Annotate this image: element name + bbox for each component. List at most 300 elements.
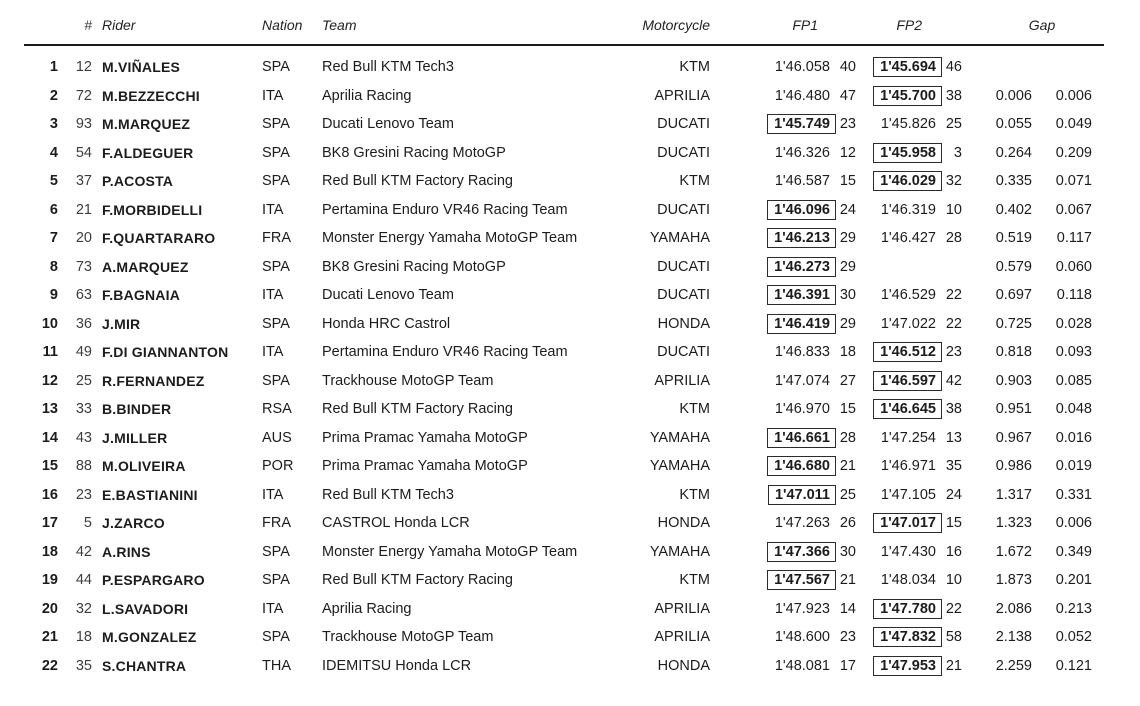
header-fp1: FP1 xyxy=(792,17,818,33)
motorcycle: YAMAHA xyxy=(649,429,710,446)
fp2-cell xyxy=(856,230,962,246)
rider-number: 93 xyxy=(75,116,92,133)
position: 15 xyxy=(41,458,58,475)
gap-to-first: 0.697 xyxy=(995,287,1032,304)
fp2-time: 1'46.319 xyxy=(880,201,936,218)
rider-number: 63 xyxy=(75,287,92,304)
fp2-laps: 46 xyxy=(945,59,962,76)
motorcycle: DUCATI xyxy=(657,258,710,275)
fp1-time: 1'46.326 xyxy=(774,144,830,161)
fp2-time: 1'47.832 xyxy=(873,627,942,647)
motorcycle: YAMAHA xyxy=(649,458,710,475)
motorcycle: KTM xyxy=(679,572,710,589)
nation: ITA xyxy=(262,344,284,361)
rider-number: 42 xyxy=(75,543,92,560)
position: 5 xyxy=(49,173,58,190)
position: 16 xyxy=(41,486,58,503)
fp2-laps: 28 xyxy=(945,230,962,247)
position: 18 xyxy=(41,543,58,560)
rider-number: 37 xyxy=(75,173,92,190)
fp2-cell xyxy=(856,86,962,106)
fp2-time: 1'47.254 xyxy=(880,429,936,446)
fp1-time: 1'47.366 xyxy=(767,542,836,562)
rider-name: M.VIÑALES xyxy=(102,59,181,76)
fp1-cell xyxy=(710,658,856,674)
rider-number: 20 xyxy=(75,230,92,247)
fp1-laps: 18 xyxy=(839,344,856,361)
gap-to-previous: 0.019 xyxy=(1055,458,1092,475)
position: 19 xyxy=(41,572,58,589)
gap-to-first: 2.138 xyxy=(995,629,1032,646)
team-name: IDEMITSU Honda LCR xyxy=(322,657,472,674)
team-name: Red Bull KTM Factory Racing xyxy=(322,401,513,418)
fp2-cell xyxy=(856,171,962,191)
gap-to-previous: 0.118 xyxy=(1056,287,1092,304)
rider-number: 12 xyxy=(75,59,92,76)
fp2-time: 1'46.597 xyxy=(873,371,942,391)
gap-to-previous: 0.093 xyxy=(1055,344,1092,361)
fp1-time: 1'48.600 xyxy=(774,629,830,646)
position: 4 xyxy=(49,144,58,161)
gap-to-first: 0.055 xyxy=(995,116,1032,133)
fp1-cell xyxy=(710,314,856,334)
gap-to-previous: 0.349 xyxy=(1055,543,1092,560)
fp1-laps: 15 xyxy=(839,401,856,418)
gap-to-previous: 0.006 xyxy=(1055,515,1092,532)
position: 6 xyxy=(49,201,58,218)
fp2-time: 1'47.953 xyxy=(873,656,942,676)
gap-to-previous: 0.052 xyxy=(1055,629,1092,646)
gap-to-first: 0.579 xyxy=(995,258,1032,275)
nation: SPA xyxy=(262,315,290,332)
fp2-cell xyxy=(856,513,962,533)
team-name: BK8 Gresini Racing MotoGP xyxy=(322,144,506,161)
fp1-time: 1'45.749 xyxy=(767,114,836,134)
rider-name: A.MARQUEZ xyxy=(102,258,189,275)
fp1-laps: 40 xyxy=(839,59,856,76)
fp2-laps: 22 xyxy=(945,287,962,304)
nation: SPA xyxy=(262,173,290,190)
team-name: Ducati Lenovo Team xyxy=(322,287,454,304)
team-name: Trackhouse MotoGP Team xyxy=(322,629,494,646)
rider-name: L.SAVADORI xyxy=(102,600,189,617)
team-name: Prima Pramac Yamaha MotoGP xyxy=(322,458,528,475)
fp1-cell xyxy=(710,200,856,220)
team-name: Aprilia Racing xyxy=(322,87,412,104)
fp2-cell xyxy=(856,656,962,676)
header-gap: Gap xyxy=(1028,17,1056,33)
gap-to-first: 1.323 xyxy=(995,515,1032,532)
team-name: Red Bull KTM Factory Racing xyxy=(322,572,513,589)
fp2-cell xyxy=(856,116,962,132)
fp2-cell xyxy=(856,458,962,474)
rider-number: 35 xyxy=(75,657,92,674)
fp1-time: 1'47.567 xyxy=(767,570,836,590)
motorcycle: DUCATI xyxy=(657,144,710,161)
rider-number: 49 xyxy=(75,344,92,361)
rider-name: F.DI GIANNANTON xyxy=(102,344,229,361)
fp1-time: 1'46.833 xyxy=(774,344,830,361)
fp1-time: 1'47.011 xyxy=(768,485,836,505)
gap-to-first: 2.259 xyxy=(995,657,1032,674)
table-header xyxy=(24,10,1140,40)
rider-name: S.CHANTRA xyxy=(102,657,187,674)
team-name: Ducati Lenovo Team xyxy=(322,116,454,133)
fp1-laps: 24 xyxy=(839,201,856,218)
motorcycle: YAMAHA xyxy=(649,230,710,247)
table-row xyxy=(24,424,1140,453)
header-number: # xyxy=(84,17,92,33)
fp1-cell xyxy=(710,344,856,360)
motorcycle: HONDA xyxy=(657,515,710,532)
fp1-time: 1'47.263 xyxy=(774,515,830,532)
gap-to-first: 0.818 xyxy=(995,344,1032,361)
rider-number: 44 xyxy=(75,572,92,589)
nation: THA xyxy=(262,657,291,674)
fp1-cell xyxy=(710,456,856,476)
motorcycle: KTM xyxy=(679,486,710,503)
nation: SPA xyxy=(262,572,290,589)
position: 12 xyxy=(41,372,58,389)
nation: POR xyxy=(262,458,294,475)
rider-name: F.QUARTARARO xyxy=(102,230,216,247)
gap-to-first: 0.264 xyxy=(995,144,1032,161)
fp2-laps: 10 xyxy=(945,572,962,589)
fp1-laps: 14 xyxy=(839,600,856,617)
team-name: Monster Energy Yamaha MotoGP Team xyxy=(322,543,578,560)
team-name: Honda HRC Castrol xyxy=(322,315,451,332)
fp1-laps: 29 xyxy=(839,258,856,275)
position: 9 xyxy=(49,287,58,304)
table-row xyxy=(24,509,1140,538)
fp1-laps: 29 xyxy=(839,230,856,247)
rider-number: 32 xyxy=(75,600,92,617)
fp1-time: 1'46.680 xyxy=(767,456,836,476)
team-name: Monster Energy Yamaha MotoGP Team xyxy=(322,230,578,247)
table-row xyxy=(24,566,1140,595)
fp2-cell xyxy=(856,202,962,218)
rider-number: 5 xyxy=(83,515,92,532)
rider-number: 43 xyxy=(75,429,92,446)
fp2-time: 1'47.780 xyxy=(873,599,942,619)
nation: SPA xyxy=(262,116,290,133)
table-row xyxy=(24,139,1140,168)
table-row xyxy=(24,110,1140,139)
fp2-time: 1'47.022 xyxy=(880,315,936,332)
position: 17 xyxy=(41,515,58,532)
fp2-cell xyxy=(856,430,962,446)
motorcycle: HONDA xyxy=(657,657,710,674)
nation: FRA xyxy=(262,515,291,532)
position: 22 xyxy=(41,657,58,674)
rider-name: P.ACOSTA xyxy=(102,173,174,190)
team-name: Pertamina Enduro VR46 Racing Team xyxy=(322,201,568,218)
header-team: Team xyxy=(322,17,357,33)
fp2-time: 1'47.105 xyxy=(880,486,936,503)
gap-to-first: 1.672 xyxy=(995,543,1032,560)
rider-number: 36 xyxy=(75,315,92,332)
gap-to-previous: 0.213 xyxy=(1055,600,1092,617)
fp1-laps: 26 xyxy=(839,515,856,532)
rider-number: 23 xyxy=(75,486,92,503)
fp2-cell xyxy=(856,599,962,619)
fp2-time: 1'45.826 xyxy=(880,116,936,133)
table-row xyxy=(24,623,1140,652)
table-row xyxy=(24,82,1140,111)
fp1-cell xyxy=(710,570,856,590)
fp1-time: 1'46.058 xyxy=(774,59,830,76)
team-name: Red Bull KTM Tech3 xyxy=(322,486,454,503)
fp1-cell xyxy=(710,114,856,134)
fp2-laps: 22 xyxy=(945,600,962,617)
fp1-cell xyxy=(710,228,856,248)
fp1-cell xyxy=(710,629,856,645)
fp2-cell xyxy=(856,487,962,503)
header-motorcycle: Motorcycle xyxy=(642,17,710,33)
table-row xyxy=(24,595,1140,624)
rider-name: M.GONZALEZ xyxy=(102,629,197,646)
fp2-laps: 22 xyxy=(945,315,962,332)
position: 1 xyxy=(49,59,58,76)
fp1-laps: 23 xyxy=(839,629,856,646)
position: 13 xyxy=(41,401,58,418)
fp1-laps: 30 xyxy=(839,287,856,304)
gap-to-previous: 0.028 xyxy=(1055,315,1092,332)
fp1-time: 1'46.213 xyxy=(767,228,836,248)
fp1-cell xyxy=(710,285,856,305)
fp2-laps: 24 xyxy=(945,486,962,503)
motorcycle: DUCATI xyxy=(657,287,710,304)
fp1-laps: 47 xyxy=(839,87,856,104)
position: 10 xyxy=(41,315,58,332)
fp2-time: 1'46.427 xyxy=(880,230,936,247)
nation: AUS xyxy=(262,429,292,446)
motorcycle: APRILIA xyxy=(654,372,710,389)
fp2-cell xyxy=(856,287,962,303)
header-rider: Rider xyxy=(102,17,136,33)
team-name: Red Bull KTM Tech3 xyxy=(322,59,454,76)
rider-name: P.ESPARGARO xyxy=(102,572,205,589)
team-name: CASTROL Honda LCR xyxy=(322,515,470,532)
nation: SPA xyxy=(262,144,290,161)
fp2-time: 1'45.700 xyxy=(873,86,942,106)
fp2-time: 1'46.645 xyxy=(873,399,942,419)
table-row xyxy=(24,452,1140,481)
position: 7 xyxy=(49,230,58,247)
table-row xyxy=(24,338,1140,367)
fp2-laps: 16 xyxy=(945,543,962,560)
gap-to-previous: 0.117 xyxy=(1056,230,1092,247)
rider-name: J.MIR xyxy=(102,315,141,332)
fp1-cell xyxy=(710,173,856,189)
fp1-cell xyxy=(710,515,856,531)
fp1-time: 1'47.923 xyxy=(774,600,830,617)
fp1-cell xyxy=(710,59,856,75)
rider-number: 88 xyxy=(75,458,92,475)
rider-name: B.BINDER xyxy=(102,401,172,418)
position: 14 xyxy=(41,429,58,446)
rider-name: F.MORBIDELLI xyxy=(102,201,203,218)
table-row xyxy=(24,281,1140,310)
gap-to-first: 0.986 xyxy=(995,458,1032,475)
fp1-cell xyxy=(710,88,856,104)
table-row xyxy=(24,367,1140,396)
team-name: Trackhouse MotoGP Team xyxy=(322,372,494,389)
rider-name: J.ZARCO xyxy=(102,515,165,532)
gap-to-previous: 0.085 xyxy=(1055,372,1092,389)
team-name: Aprilia Racing xyxy=(322,600,412,617)
motorcycle: APRILIA xyxy=(654,629,710,646)
fp2-laps: 3 xyxy=(953,144,962,161)
header-divider xyxy=(24,44,1104,46)
fp2-laps: 15 xyxy=(945,515,962,532)
fp1-laps: 21 xyxy=(839,458,856,475)
header-fp2: FP2 xyxy=(896,17,922,33)
motorcycle: HONDA xyxy=(657,315,710,332)
fp2-laps: 35 xyxy=(945,458,962,475)
nation: ITA xyxy=(262,600,284,617)
fp1-time: 1'48.081 xyxy=(774,657,830,674)
rider-number: 25 xyxy=(75,372,92,389)
results-table-body xyxy=(24,53,1140,680)
team-name: Red Bull KTM Factory Racing xyxy=(322,173,513,190)
position: 21 xyxy=(41,629,58,646)
fp2-time: 1'46.512 xyxy=(873,342,942,362)
fp1-cell xyxy=(710,373,856,389)
gap-to-previous: 0.071 xyxy=(1055,173,1092,190)
rider-number: 21 xyxy=(75,201,92,218)
table-row xyxy=(24,538,1140,567)
gap-to-first: 2.086 xyxy=(995,600,1032,617)
motorcycle: DUCATI xyxy=(657,344,710,361)
fp1-time: 1'46.096 xyxy=(767,200,836,220)
position: 3 xyxy=(49,116,58,133)
fp2-laps: 23 xyxy=(945,344,962,361)
rider-number: 73 xyxy=(75,258,92,275)
fp2-laps: 38 xyxy=(945,87,962,104)
nation: RSA xyxy=(262,401,292,418)
fp2-laps: 13 xyxy=(945,429,962,446)
fp1-time: 1'46.480 xyxy=(774,87,830,104)
rider-number: 54 xyxy=(75,144,92,161)
fp2-cell xyxy=(856,342,962,362)
rider-name: E.BASTIANINI xyxy=(102,486,198,503)
position: 8 xyxy=(49,258,58,275)
nation: SPA xyxy=(262,543,290,560)
position: 11 xyxy=(42,344,58,361)
fp1-cell xyxy=(710,257,856,277)
nation: FRA xyxy=(262,230,291,247)
nation: SPA xyxy=(262,372,290,389)
fp2-time: 1'46.529 xyxy=(880,287,936,304)
rider-name: M.MARQUEZ xyxy=(102,116,191,133)
rider-name: M.OLIVEIRA xyxy=(102,458,186,475)
fp1-time: 1'46.391 xyxy=(767,285,836,305)
gap-to-previous: 0.016 xyxy=(1055,429,1092,446)
fp2-cell xyxy=(856,572,962,588)
fp1-laps: 25 xyxy=(839,486,856,503)
gap-to-first: 0.903 xyxy=(995,372,1032,389)
gap-to-first: 1.873 xyxy=(995,572,1032,589)
motorcycle: YAMAHA xyxy=(649,543,710,560)
fp2-cell xyxy=(856,627,962,647)
gap-to-previous: 0.049 xyxy=(1055,116,1092,133)
nation: ITA xyxy=(262,201,284,218)
motorcycle: KTM xyxy=(679,59,710,76)
fp1-time: 1'47.074 xyxy=(774,372,830,389)
gap-to-previous: 0.201 xyxy=(1055,572,1092,589)
gap-to-first: 1.317 xyxy=(995,486,1032,503)
fp2-cell xyxy=(856,399,962,419)
motorcycle: APRILIA xyxy=(654,87,710,104)
gap-to-first: 0.967 xyxy=(995,429,1032,446)
fp1-laps: 12 xyxy=(839,144,856,161)
fp2-cell xyxy=(856,143,962,163)
table-row xyxy=(24,481,1140,510)
fp1-cell xyxy=(710,145,856,161)
fp2-laps: 42 xyxy=(945,372,962,389)
rider-name: F.ALDEGUER xyxy=(102,144,194,161)
gap-to-previous: 0.331 xyxy=(1055,486,1092,503)
gap-to-previous: 0.006 xyxy=(1055,87,1092,104)
gap-to-first: 0.335 xyxy=(995,173,1032,190)
rider-name: R.FERNANDEZ xyxy=(102,372,205,389)
rider-name: F.BAGNAIA xyxy=(102,287,181,304)
table-row xyxy=(24,310,1140,339)
table-row xyxy=(24,224,1140,253)
fp2-laps: 21 xyxy=(945,657,962,674)
gap-to-previous: 0.121 xyxy=(1055,657,1092,674)
gap-to-first: 0.006 xyxy=(995,87,1032,104)
motorcycle: DUCATI xyxy=(657,116,710,133)
nation: ITA xyxy=(262,486,284,503)
rider-name: J.MILLER xyxy=(102,429,168,446)
team-name: BK8 Gresini Racing MotoGP xyxy=(322,258,506,275)
rider-name: M.BEZZECCHI xyxy=(102,87,200,104)
fp2-time: 1'47.017 xyxy=(873,513,942,533)
fp2-laps: 58 xyxy=(945,629,962,646)
position: 2 xyxy=(49,87,58,104)
fp1-laps: 23 xyxy=(839,116,856,133)
fp1-laps: 28 xyxy=(839,429,856,446)
fp1-cell xyxy=(710,542,856,562)
fp2-laps: 38 xyxy=(945,401,962,418)
fp1-time: 1'46.970 xyxy=(774,401,830,418)
fp2-laps: 25 xyxy=(945,116,962,133)
nation: SPA xyxy=(262,258,290,275)
fp1-laps: 21 xyxy=(839,572,856,589)
motorcycle: KTM xyxy=(679,401,710,418)
fp2-laps: 10 xyxy=(945,201,962,218)
fp2-time: 1'48.034 xyxy=(880,572,936,589)
fp2-laps: 32 xyxy=(945,173,962,190)
team-name: Pertamina Enduro VR46 Racing Team xyxy=(322,344,568,361)
fp1-laps: 27 xyxy=(839,372,856,389)
fp1-laps: 17 xyxy=(839,657,856,674)
fp2-cell xyxy=(856,371,962,391)
fp2-cell xyxy=(856,544,962,560)
gap-to-first: 0.951 xyxy=(995,401,1032,418)
position: 20 xyxy=(41,600,58,617)
fp2-time: 1'45.958 xyxy=(873,143,942,163)
nation: SPA xyxy=(262,629,290,646)
gap-to-previous: 0.048 xyxy=(1055,401,1092,418)
gap-to-previous: 0.209 xyxy=(1055,144,1092,161)
fp1-time: 1'46.587 xyxy=(774,173,830,190)
motorcycle: KTM xyxy=(679,173,710,190)
fp2-cell xyxy=(856,316,962,332)
gap-to-previous: 0.067 xyxy=(1055,201,1092,218)
